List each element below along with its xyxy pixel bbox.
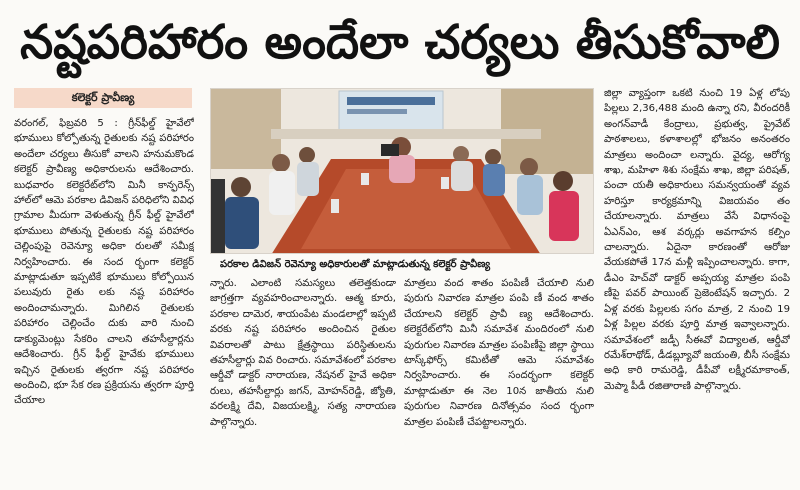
article-column-left <box>14 116 194 486</box>
byline-badge: కలెక్టర్ ప్రావీణ్య <box>14 88 192 108</box>
article-column-right <box>604 86 790 486</box>
article-column-mid-1 <box>210 276 396 486</box>
article-column-mid-2 <box>404 276 594 486</box>
news-photo <box>210 88 594 254</box>
headline: నష్టపరిహారం అందేలా చర్యలు తీసుకోవాలి <box>20 15 780 70</box>
article-text-mid-1: న్నారు. ఎలాంటి సమస్యలు తలెత్తకుండా జాగ్రత్తగా వ్యవహరించాలన్నారు. ఆత్మ కూరు, పరకాల దామెర, శాయంపేట మండలాల్లో ఇప్పటి వరకు నష్ట పరిహారం అందించిన రైతుల వివరాలతో పాటు క్షేత్రస్థాయి పరిస్థితులను తహసీల్దార్లు వివ రించారు. సమావేశంలో పరకాల ఆర్డీవో డాక్టర్ నారాయణ, నేషనల్ హైవే అధికా రులు, తహసీల్దార్లు జగన్, మోహన్‌రెడ్డి, జ్యోతి, వరలక్ష్మి దేవి, విజయలక్ష్మి, సత్య నారాయణ పాల్గొన్నారు. <box>210 278 396 428</box>
article-text-mid-2: మాత్రలు వంద శాతం పంపిణీ చేయాలి నులి పురుగు నివారణ మాత్రల పంపి ణీ వంద శాతం చేయాలని కలెక్టర్ ప్రావీ ణ్య ఆదేశించారు. కలెక్టరేట్‌లోని మినీ సమావేశ మందిరంలో నులి పురుగుల నివారణ మాత్రల పంపిణీపై జిల్లా స్థాయి టాస్క్‌ఫోర్స్ కమిటీతో ఆమె సమావేశం నిర్వహించారు. ఈ సందర్భంగా కలెక్టర్ మాట్లాడుతూ ఈ నెల 10న జాతీయ నులి పురుగుల నివారణ దినోత్సవం సంద ర్భంగా మాత్రల పంపిణీ చేపట్టాలన్నారు. <box>404 278 594 428</box>
meeting-photo-illustration <box>211 89 594 254</box>
photo-caption: పరకాల డివిజన్ రెవెన్యూ అధికారులతో మాట్లాడుతున్న కలెక్టర్ ప్రావీణ్య <box>220 259 491 270</box>
article-text-right: జిల్లా వ్యాప్తంగా ఒకటి నుంచి 19 ఏళ్ల లోపు పిల్లలు 2,36,488 మంది ఉన్నా రని, వీరందరికీ అంగన్‌వాడీ కేంద్రాలు, ప్రభుత్వ, ప్రైవేట్ పాఠశాలలు, కళాశాలల్లో భోజనం అనంతరం మాత్రలు అందించా లన్నారు. వైద్య, ఆరోగ్య శాఖ, మహిళా శిశు సంక్షేమ శాఖ, జిల్లా పరిషత్, పంచా యతీ అధికారులు సమన్వయంతో వ్యవ హరిస్తూ కార్యక్రమాన్ని విజయవం తం చేయాలన్నారు. మాత్రలు వేసే విధానంపై ఏఎన్‌ఎం, ఆశ వర్కర్లు అవగాహన కల్పిం చాలన్నారు. ఏదైనా కారణంతో ఆరోజు వేయకపోతే 17న మళ్లీ ఇప్పించాలన్నారు. కాగా, డీఎం హెచ్‌వో డాక్టర్ అప్పయ్య మాత్రల పంపి ణీపై పవర్ పాయింట్ ప్రెజెంటేషన్ ఇచ్చారు. 2 ఏళ్ల వరకు పిల్లలకు సగం మాత్ర, 2 నుంచి 19 ఏళ్ల పిల్లల వరకు పూర్తి మాత్ర ఇవ్వాలన్నారు. సమావేశంలో జడ్పీ సీఈవో విద్యాలత, ఆర్డీవో రమేశ్‌రాథోడ్, డీడబ్ల్యూవో జయంతి, బీసీ సంక్షేమ అధి కారి రామరెడ్డి, డీపీవో లక్ష్మీరమాకాంత్, మెప్మా పీడీ రజితారాణి పాల్గొన్నారు. <box>604 88 790 392</box>
article-text-left: వరంగల్, ఫిబ్రవరి 5 : గ్రీన్‌ఫీల్డ్ హైవేలో భూములు కోల్పోతున్న రైతులకు నష్ట పరిహారం అందేలా చర్యలు తీసుకో వాలని హనుమకొండ కలెక్టర్ ప్రావీణ్య అధికారులను ఆదేశించారు. బుధవారం కలెక్టరేట్‌లోని మినీ కాన్ఫరెన్స్ హాల్‌లో ఆమె పరకాల డివిజన్ పరిధిలోని వివిధ గ్రామాల మీదుగా వెళుతున్న గ్రీన్ ఫీల్డ్ హైవేలో భూములు పోతున్న రైతులకు నష్ట పరిహారం చెల్లింపుపై రెవెన్యూ అధికా రులతో సమీక్ష నిర్వహించారు. ఈ సంద ర్భంగా కలెక్టర్ మాట్లాడుతూ ఇప్పటికే భూములు కోల్పోయిన పలువురు రైతు లకు నష్ట పరిహారం అందించామన్నారు. మిగిలిన రైతులకు పరిహారం చెల్లించేం దుకు వారి నుంచి డాక్యుమెంట్లు సేకరిం చాలని తహసీల్దార్లను ఆదేశించారు. గ్రీన్ ఫీల్డ్ హైవేకు భూములు ఇచ్చిన రైతులకు త్వరగా నష్ట పరిహారం అందించి, భూ సేక రణ ప్రక్రియను త్వరగా పూర్తి చేయాల <box>14 118 194 407</box>
